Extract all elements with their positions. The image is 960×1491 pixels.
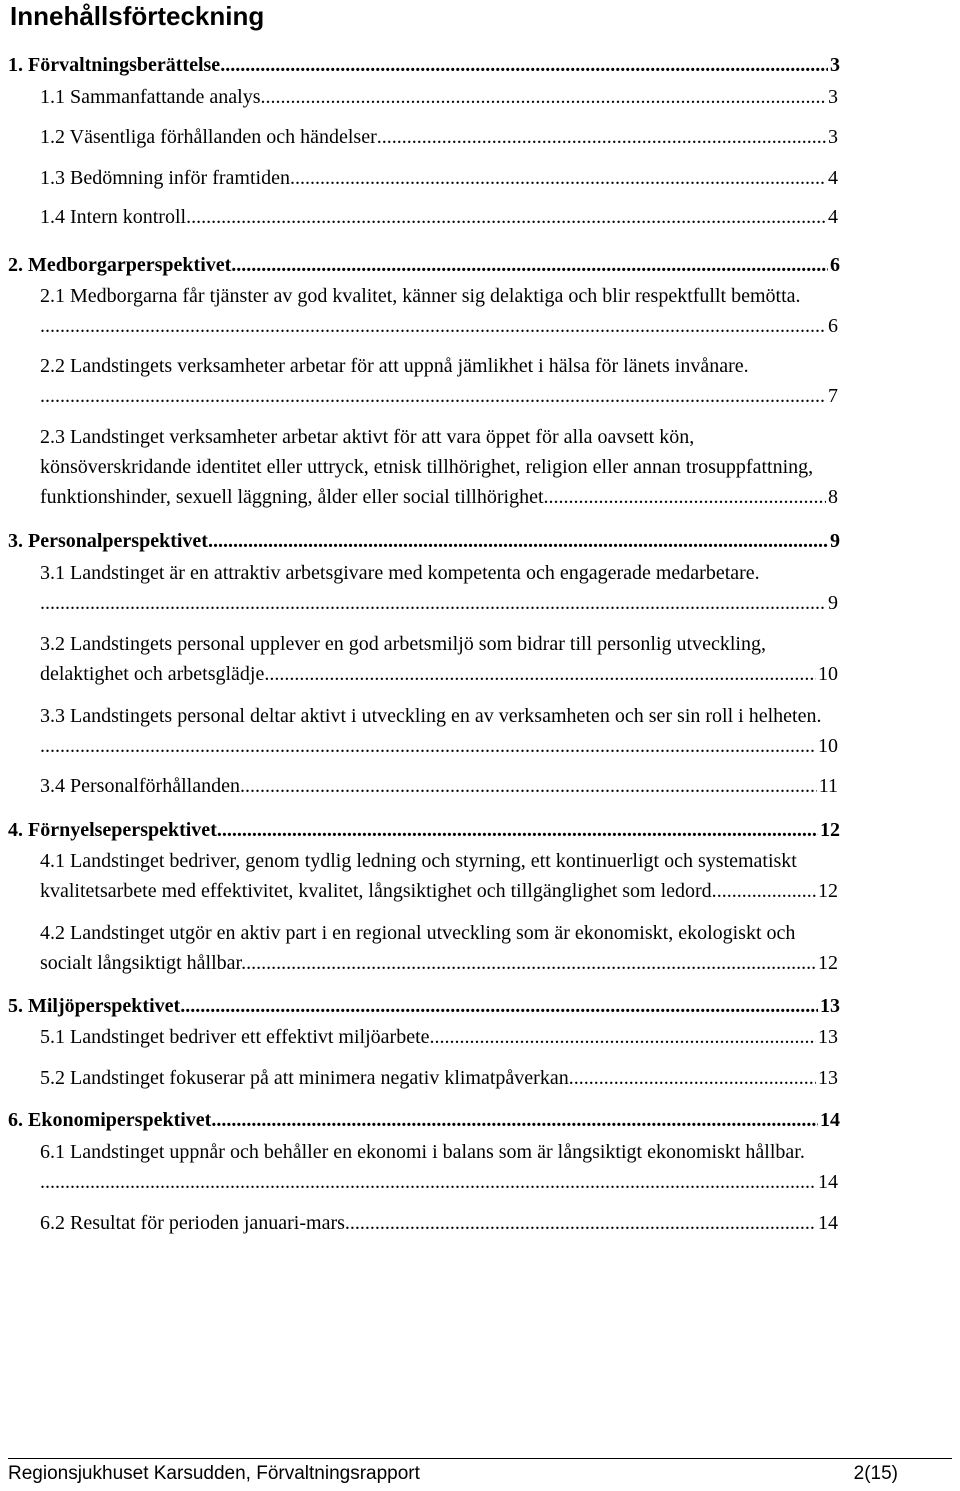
toc-subsection-link[interactable]	[40, 1022, 838, 1052]
toc-subsection-link[interactable]	[40, 122, 838, 152]
dot-leader	[377, 122, 826, 152]
toc-page-number: 13	[820, 995, 840, 1017]
toc-entry-text-line: 3.2 Landstingets personal upplever en god arbetsmiljö som bidrar till personlig utveckling,	[40, 633, 766, 655]
toc-entry-title: kvalitetsarbete med effektivitet, kvalitet, långsiktighet och tillgänglighet som ledord.	[40, 880, 717, 902]
dot-leader	[40, 381, 826, 411]
toc-entry-row	[40, 311, 838, 341]
page-footer	[8, 1461, 898, 1487]
toc-entry-row	[40, 1022, 838, 1052]
toc-entry-text-line: 2.1 Medborgarna får tjänster av god kvalitet, känner sig delaktiga och blir respektfullt bemötta.	[40, 285, 801, 307]
toc-section-link[interactable]	[8, 526, 840, 556]
toc-entry-text-line: könsöverskridande identitet eller uttryck, etnisk tillhörighet, religion eller annan trosuppfattning,	[40, 456, 814, 478]
toc-entry-title: 6. Ekonomiperspektivet	[8, 1109, 212, 1131]
toc-page-number: 8	[828, 486, 838, 508]
toc-entry-title: 1.4 Intern kontroll	[40, 206, 187, 228]
dot-leader	[40, 1167, 816, 1197]
toc-page-number: 6	[828, 315, 838, 337]
footer-divider	[8, 1458, 952, 1459]
toc-page-number: 3	[828, 86, 838, 108]
toc-entry-row	[40, 1167, 838, 1197]
dot-leader	[40, 588, 826, 618]
toc-entry-title: 4. Förnyelseperspektivet	[8, 819, 217, 841]
toc-entry-text-line: 6.1 Landstinget uppnår och behåller en ekonomi i balans som är långsiktigt ekonomiskt hållbar.	[40, 1141, 805, 1163]
toc-entry-row	[40, 876, 838, 906]
toc-entry-title: 2. Medborgarperspektivet	[8, 254, 232, 276]
toc-page-number: 10	[818, 735, 838, 757]
toc-subsection-link[interactable]	[40, 422, 940, 512]
toc-subsection-link[interactable]	[40, 82, 838, 112]
toc-page-number: 9	[828, 592, 838, 614]
toc-entry-row	[8, 815, 840, 845]
dot-leader	[240, 771, 817, 801]
dot-leader	[208, 526, 828, 556]
dot-leader	[40, 731, 816, 761]
toc-page-number: 13	[818, 1067, 838, 1089]
toc-page-number: 14	[820, 1109, 840, 1131]
toc-entry-row	[40, 163, 838, 193]
dot-leader	[574, 1063, 816, 1093]
toc-entry-row	[40, 482, 838, 512]
toc-entry-text-line: 3.1 Landstinget är en attraktiv arbetsgivare med kompetenta och engagerade medarbetare.	[40, 562, 760, 584]
toc-entry-title: 3. Personalperspektivet	[8, 530, 208, 552]
toc-section-link[interactable]	[8, 50, 840, 80]
toc-subsection-link[interactable]	[40, 629, 940, 689]
toc-page-number: 14	[818, 1212, 838, 1234]
toc-subsection-link[interactable]	[40, 846, 940, 906]
dot-leader	[261, 82, 827, 112]
footer-page-number: 2(15)	[853, 1463, 898, 1484]
toc-page-number: 4	[828, 167, 838, 189]
toc-entry-title: funktionshinder, sexuell läggning, ålder eller social tillhörighet.	[40, 486, 549, 508]
footer-document-name: Regionsjukhuset Karsudden, Förvaltningsrapport	[8, 1463, 420, 1484]
toc-subsection-link[interactable]	[40, 1063, 838, 1093]
toc-subsection-link[interactable]	[40, 202, 838, 232]
toc-subsection-link[interactable]	[40, 1208, 838, 1238]
toc-entry-text-line: 4.2 Landstinget utgör en aktiv part i en regional utveckling som är ekonomiskt, ekologiskt och	[40, 922, 796, 944]
toc-entry-row	[40, 588, 838, 618]
toc-page-number: 3	[828, 126, 838, 148]
toc-section-link[interactable]	[8, 1105, 840, 1135]
toc-entry-row	[8, 50, 840, 80]
dot-leader	[186, 202, 826, 232]
toc-page-number: 10	[818, 663, 838, 685]
dot-leader	[40, 311, 826, 341]
toc-entry-row	[40, 381, 838, 411]
toc-entry-row	[8, 526, 840, 556]
dot-leader	[231, 250, 828, 280]
toc-entry-row	[40, 948, 838, 978]
toc-entry-title: 5.1 Landstinget bedriver ett effektivt miljöarbete.	[40, 1026, 435, 1048]
toc-subsection-link[interactable]	[40, 1137, 940, 1197]
toc-subsection-link[interactable]	[40, 918, 940, 978]
toc-page-number: 4	[828, 206, 838, 228]
toc-entry-title: 1. Förvaltningsberättelse	[8, 54, 221, 76]
toc-title: Innehållsförteckning	[10, 1, 265, 31]
toc-entry-row	[40, 771, 838, 801]
dot-leader	[290, 163, 826, 193]
dot-leader	[345, 1208, 816, 1238]
dot-leader	[217, 815, 818, 845]
toc-entry-title: 1.1 Sammanfattande analys	[40, 86, 261, 108]
toc-entry-row	[8, 1105, 840, 1135]
toc-page-number: 11	[818, 775, 838, 797]
toc-entry-title: 5. Miljöperspektivet	[8, 995, 181, 1017]
toc-entry-row	[40, 1208, 838, 1238]
dot-leader	[549, 482, 826, 512]
dot-leader	[211, 1105, 818, 1135]
toc-section-link[interactable]	[8, 815, 840, 845]
toc-entry-text-line: 2.2 Landstingets verksamheter arbetar för att uppnå jämlikhet i hälsa för länets invånare.	[40, 355, 749, 377]
toc-entry-title: 5.2 Landstinget fokuserar på att minimera negativ klimatpåverkan.	[40, 1067, 574, 1089]
toc-page-number: 7	[828, 385, 838, 407]
dot-leader	[180, 991, 818, 1021]
dot-leader	[435, 1022, 816, 1052]
toc-entry-title: 3.4 Personalförhållanden	[40, 775, 240, 797]
toc-section-link[interactable]	[8, 991, 840, 1021]
toc-entry-row	[40, 1063, 838, 1093]
toc-subsection-link[interactable]	[40, 558, 838, 618]
toc-entry-row	[40, 731, 838, 761]
dot-leader	[717, 876, 816, 906]
toc-subsection-link[interactable]	[40, 163, 838, 193]
toc-page-number: 13	[818, 1026, 838, 1048]
toc-entry-text-line: 3.3 Landstingets personal deltar aktivt i utveckling en av verksamheten och ser sin roll i helheten.	[40, 705, 822, 727]
toc-subsection-link[interactable]	[40, 701, 940, 761]
dot-leader	[220, 50, 828, 80]
toc-page-number: 12	[818, 880, 838, 902]
toc-entry-row	[40, 82, 838, 112]
toc-page-number: 14	[818, 1171, 838, 1193]
toc-entry-row	[40, 122, 838, 152]
toc-entry-title: socialt långsiktigt hållbar.	[40, 952, 247, 974]
toc-entry-title: delaktighet och arbetsglädje.	[40, 663, 270, 685]
dot-leader	[246, 948, 816, 978]
toc-entry-row	[40, 202, 838, 232]
toc-entry-title: 6.2 Resultat för perioden januari-mars	[40, 1212, 345, 1234]
toc-page-number: 9	[830, 530, 840, 552]
toc-entry-text-line: 4.1 Landstinget bedriver, genom tydlig ledning och styrning, ett kontinuerligt och systematiskt	[40, 850, 797, 872]
toc-page-number: 3	[830, 54, 840, 76]
toc-page-number: 6	[830, 254, 840, 276]
toc-subsection-link[interactable]	[40, 281, 940, 341]
toc-page-number: 12	[818, 952, 838, 974]
toc-entry-row	[8, 250, 840, 280]
dot-leader	[269, 659, 816, 689]
toc-entry-title: 1.3 Bedömning inför framtiden	[40, 167, 290, 189]
toc-page-number: 12	[820, 819, 840, 841]
toc-subsection-link[interactable]	[40, 351, 838, 411]
toc-entry-title: 1.2 Väsentliga förhållanden och händelser	[40, 126, 377, 148]
toc-section-link[interactable]	[8, 250, 840, 280]
toc-subsection-link[interactable]	[40, 771, 838, 801]
toc-entry-row	[40, 659, 838, 689]
toc-entry-text-line: 2.3 Landstinget verksamheter arbetar aktivt för att vara öppet för alla oavsett kön,	[40, 426, 695, 448]
toc-entry-row	[8, 991, 840, 1021]
